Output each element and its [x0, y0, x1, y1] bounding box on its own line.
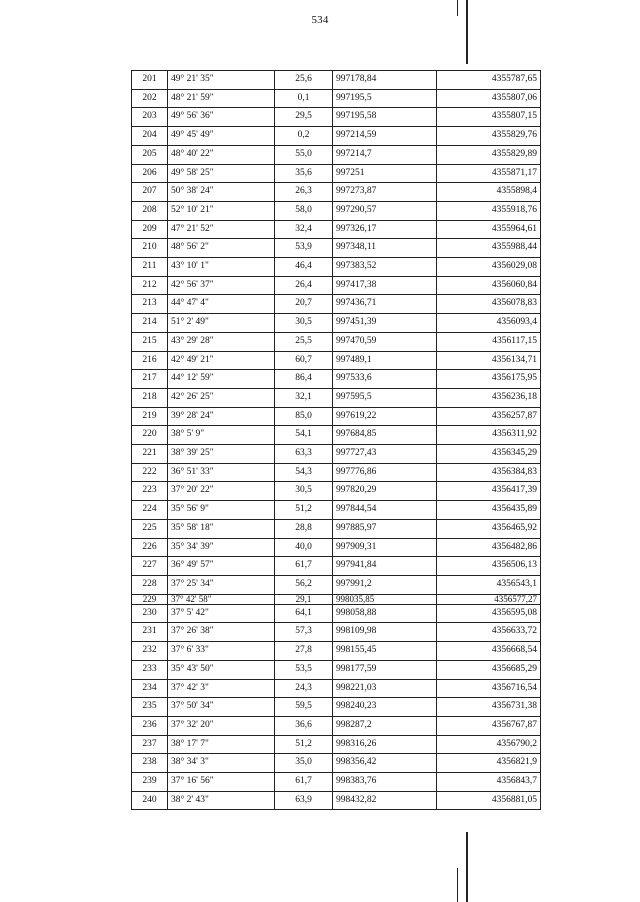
table-row — [132, 239, 541, 258]
point-number-cell: 208 — [132, 201, 168, 220]
direction-angle-cell: 42° 26' 25" — [168, 388, 275, 407]
direction-angle-cell: 37° 42' 58" — [168, 594, 275, 604]
distance-cell: 25,5 — [275, 332, 333, 351]
y-coordinate-cell: 4356029,08 — [437, 258, 541, 277]
direction-angle-cell: 37° 32' 20" — [168, 716, 275, 735]
x-coordinate-cell: 997844,54 — [333, 501, 437, 520]
distance-cell: 35,6 — [275, 164, 333, 183]
y-coordinate-cell: 4356543,1 — [437, 575, 541, 594]
distance-cell: 30,5 — [275, 314, 333, 333]
distance-cell: 0,1 — [275, 89, 333, 108]
y-coordinate-cell: 4355988,44 — [437, 239, 541, 258]
distance-cell: 32,1 — [275, 388, 333, 407]
x-coordinate-cell: 998035,85 — [333, 594, 437, 604]
distance-cell: 53,5 — [275, 660, 333, 679]
direction-angle-cell: 37° 25' 34" — [168, 575, 275, 594]
table-row — [132, 519, 541, 538]
table-row — [132, 276, 541, 295]
point-number-cell: 217 — [132, 370, 168, 389]
direction-angle-cell: 47° 21' 52" — [168, 220, 275, 239]
x-coordinate-cell: 998356,42 — [333, 754, 437, 773]
x-coordinate-cell: 997684,85 — [333, 426, 437, 445]
y-coordinate-cell: 4356435,89 — [437, 501, 541, 520]
x-coordinate-cell: 998383,76 — [333, 773, 437, 792]
table-row — [132, 642, 541, 661]
direction-angle-cell: 44° 12' 59" — [168, 370, 275, 389]
distance-cell: 53,9 — [275, 239, 333, 258]
distance-cell: 57,3 — [275, 623, 333, 642]
point-number-cell: 229 — [132, 594, 168, 604]
table-row — [132, 71, 541, 90]
x-coordinate-cell: 997489,1 — [333, 351, 437, 370]
distance-cell: 54,3 — [275, 463, 333, 482]
y-coordinate-cell: 4356384,83 — [437, 463, 541, 482]
distance-cell: 25,6 — [275, 71, 333, 90]
distance-cell: 86,4 — [275, 370, 333, 389]
table-row — [132, 679, 541, 698]
x-coordinate-cell: 997195,5 — [333, 89, 437, 108]
direction-angle-cell: 42° 49' 21" — [168, 351, 275, 370]
table-row — [132, 698, 541, 717]
distance-cell: 35,0 — [275, 754, 333, 773]
x-coordinate-cell: 998221,03 — [333, 679, 437, 698]
y-coordinate-cell: 4356881,05 — [437, 791, 541, 810]
y-coordinate-cell: 4355787,65 — [437, 71, 541, 90]
direction-angle-cell: 44° 47' 4" — [168, 295, 275, 314]
point-number-cell: 235 — [132, 698, 168, 717]
point-number-cell: 234 — [132, 679, 168, 698]
y-coordinate-cell: 4356117,15 — [437, 332, 541, 351]
table-row — [132, 501, 541, 520]
direction-angle-cell: 35° 43' 50" — [168, 660, 275, 679]
table-row — [132, 89, 541, 108]
x-coordinate-cell: 998287,2 — [333, 716, 437, 735]
y-coordinate-cell: 4356465,92 — [437, 519, 541, 538]
distance-cell: 58,0 — [275, 201, 333, 220]
y-coordinate-cell: 4356767,87 — [437, 716, 541, 735]
direction-angle-cell: 48° 56' 2" — [168, 239, 275, 258]
table-row — [132, 557, 541, 576]
direction-angle-cell: 52° 10' 21" — [168, 201, 275, 220]
scan-margin-mark — [466, 832, 468, 902]
direction-angle-cell: 37° 26' 38" — [168, 623, 275, 642]
x-coordinate-cell: 997436,71 — [333, 295, 437, 314]
point-number-cell: 236 — [132, 716, 168, 735]
point-number-cell: 225 — [132, 519, 168, 538]
point-number-cell: 204 — [132, 127, 168, 146]
point-number-cell: 239 — [132, 773, 168, 792]
y-coordinate-cell: 4356236,18 — [437, 388, 541, 407]
table-row — [132, 183, 541, 202]
point-number-cell: 222 — [132, 463, 168, 482]
y-coordinate-cell: 4356482,86 — [437, 538, 541, 557]
direction-angle-cell: 38° 34' 3" — [168, 754, 275, 773]
distance-cell: 61,7 — [275, 557, 333, 576]
y-coordinate-cell: 4356093,4 — [437, 314, 541, 333]
distance-cell: 85,0 — [275, 407, 333, 426]
x-coordinate-cell: 997273,87 — [333, 183, 437, 202]
point-number-cell: 240 — [132, 791, 168, 810]
distance-cell: 56,2 — [275, 575, 333, 594]
direction-angle-cell: 37° 42' 3" — [168, 679, 275, 698]
point-number-cell: 213 — [132, 295, 168, 314]
point-number-cell: 223 — [132, 482, 168, 501]
y-coordinate-cell: 4356311,92 — [437, 426, 541, 445]
point-number-cell: 220 — [132, 426, 168, 445]
table-row — [132, 426, 541, 445]
x-coordinate-cell: 998177,59 — [333, 660, 437, 679]
distance-cell: 28,8 — [275, 519, 333, 538]
x-coordinate-cell: 997290,57 — [333, 201, 437, 220]
direction-angle-cell: 42° 56' 37" — [168, 276, 275, 295]
table-row — [132, 594, 541, 604]
point-number-cell: 221 — [132, 445, 168, 464]
distance-cell: 51,2 — [275, 501, 333, 520]
point-number-cell: 227 — [132, 557, 168, 576]
direction-angle-cell: 37° 50' 34" — [168, 698, 275, 717]
y-coordinate-cell: 4356417,39 — [437, 482, 541, 501]
direction-angle-cell: 49° 45' 49" — [168, 127, 275, 146]
y-coordinate-cell: 4356577,27 — [437, 594, 541, 604]
point-number-cell: 206 — [132, 164, 168, 183]
x-coordinate-cell: 998109,98 — [333, 623, 437, 642]
point-number-cell: 201 — [132, 71, 168, 90]
y-coordinate-cell: 4356821,9 — [437, 754, 541, 773]
table-row — [132, 351, 541, 370]
y-coordinate-cell: 4355807,15 — [437, 108, 541, 127]
y-coordinate-cell: 4356595,08 — [437, 604, 541, 623]
y-coordinate-cell: 4356668,54 — [437, 642, 541, 661]
point-number-cell: 237 — [132, 735, 168, 754]
distance-cell: 30,5 — [275, 482, 333, 501]
y-coordinate-cell: 4355807,06 — [437, 89, 541, 108]
scan-margin-mark — [466, 0, 468, 64]
distance-cell: 55,0 — [275, 145, 333, 164]
direction-angle-cell: 43° 29' 28" — [168, 332, 275, 351]
table-row — [132, 773, 541, 792]
direction-angle-cell: 38° 39' 25" — [168, 445, 275, 464]
x-coordinate-cell: 997178,84 — [333, 71, 437, 90]
table-body — [132, 71, 541, 810]
distance-cell: 24,3 — [275, 679, 333, 698]
x-coordinate-cell: 997727,43 — [333, 445, 437, 464]
y-coordinate-cell: 4356345,29 — [437, 445, 541, 464]
distance-cell: 46,4 — [275, 258, 333, 277]
direction-angle-cell: 38° 2' 43" — [168, 791, 275, 810]
distance-cell: 40,0 — [275, 538, 333, 557]
x-coordinate-cell: 997991,2 — [333, 575, 437, 594]
direction-angle-cell: 38° 17' 7" — [168, 735, 275, 754]
table-row — [132, 407, 541, 426]
table-row — [132, 220, 541, 239]
point-number-cell: 230 — [132, 604, 168, 623]
y-coordinate-cell: 4355829,76 — [437, 127, 541, 146]
distance-cell: 61,7 — [275, 773, 333, 792]
x-coordinate-cell: 997820,29 — [333, 482, 437, 501]
point-number-cell: 232 — [132, 642, 168, 661]
distance-cell: 36,6 — [275, 716, 333, 735]
y-coordinate-cell: 4356060,84 — [437, 276, 541, 295]
coordinates-table — [131, 70, 541, 810]
point-number-cell: 224 — [132, 501, 168, 520]
point-number-cell: 228 — [132, 575, 168, 594]
point-number-cell: 212 — [132, 276, 168, 295]
x-coordinate-cell: 997451,39 — [333, 314, 437, 333]
distance-cell: 32,4 — [275, 220, 333, 239]
point-number-cell: 209 — [132, 220, 168, 239]
direction-angle-cell: 39° 28' 24" — [168, 407, 275, 426]
table-row — [132, 314, 541, 333]
x-coordinate-cell: 997619,22 — [333, 407, 437, 426]
y-coordinate-cell: 4355829,89 — [437, 145, 541, 164]
y-coordinate-cell: 4356134,71 — [437, 351, 541, 370]
table-row — [132, 295, 541, 314]
table-row — [132, 660, 541, 679]
direction-angle-cell: 37° 6' 33" — [168, 642, 275, 661]
x-coordinate-cell: 997348,11 — [333, 239, 437, 258]
y-coordinate-cell: 4356716,54 — [437, 679, 541, 698]
table-row — [132, 575, 541, 594]
x-coordinate-cell: 997214,7 — [333, 145, 437, 164]
y-coordinate-cell: 4356257,87 — [437, 407, 541, 426]
direction-angle-cell: 50° 38' 24" — [168, 183, 275, 202]
x-coordinate-cell: 997195,58 — [333, 108, 437, 127]
x-coordinate-cell: 997909,31 — [333, 538, 437, 557]
y-coordinate-cell: 4355964,61 — [437, 220, 541, 239]
y-coordinate-cell: 4355898,4 — [437, 183, 541, 202]
point-number-cell: 216 — [132, 351, 168, 370]
direction-angle-cell: 43° 10' 1" — [168, 258, 275, 277]
direction-angle-cell: 51° 2' 49" — [168, 314, 275, 333]
y-coordinate-cell: 4356843,7 — [437, 773, 541, 792]
distance-cell: 26,4 — [275, 276, 333, 295]
table-row — [132, 735, 541, 754]
x-coordinate-cell: 997383,52 — [333, 258, 437, 277]
point-number-cell: 215 — [132, 332, 168, 351]
x-coordinate-cell: 997885,97 — [333, 519, 437, 538]
point-number-cell: 202 — [132, 89, 168, 108]
direction-angle-cell: 49° 21' 35" — [168, 71, 275, 90]
distance-cell: 63,3 — [275, 445, 333, 464]
table-row — [132, 108, 541, 127]
distance-cell: 59,5 — [275, 698, 333, 717]
x-coordinate-cell: 997417,38 — [333, 276, 437, 295]
distance-cell: 27,8 — [275, 642, 333, 661]
point-number-cell: 211 — [132, 258, 168, 277]
table-row — [132, 258, 541, 277]
distance-cell: 64,1 — [275, 604, 333, 623]
y-coordinate-cell: 4356790,2 — [437, 735, 541, 754]
distance-cell: 20,7 — [275, 295, 333, 314]
distance-cell: 63,9 — [275, 791, 333, 810]
table-row — [132, 791, 541, 810]
direction-angle-cell: 36° 51' 33" — [168, 463, 275, 482]
table-row — [132, 445, 541, 464]
distance-cell: 54,1 — [275, 426, 333, 445]
x-coordinate-cell: 998432,82 — [333, 791, 437, 810]
distance-cell: 29,1 — [275, 594, 333, 604]
point-number-cell: 203 — [132, 108, 168, 127]
point-number-cell: 238 — [132, 754, 168, 773]
y-coordinate-cell: 4356685,29 — [437, 660, 541, 679]
direction-angle-cell: 36° 49' 57" — [168, 557, 275, 576]
distance-cell: 0,2 — [275, 127, 333, 146]
point-number-cell: 205 — [132, 145, 168, 164]
x-coordinate-cell: 997533,6 — [333, 370, 437, 389]
point-number-cell: 226 — [132, 538, 168, 557]
x-coordinate-cell: 997941,84 — [333, 557, 437, 576]
table-row — [132, 623, 541, 642]
direction-angle-cell: 38° 5' 9" — [168, 426, 275, 445]
table-row — [132, 164, 541, 183]
page-number: 534 — [311, 14, 329, 26]
direction-angle-cell: 48° 21' 59" — [168, 89, 275, 108]
x-coordinate-cell: 998155,45 — [333, 642, 437, 661]
x-coordinate-cell: 998240,23 — [333, 698, 437, 717]
distance-cell: 29,5 — [275, 108, 333, 127]
table-row — [132, 716, 541, 735]
direction-angle-cell: 35° 34' 39" — [168, 538, 275, 557]
y-coordinate-cell: 4355918,76 — [437, 201, 541, 220]
scan-margin-mark — [457, 868, 458, 902]
y-coordinate-cell: 4356078,83 — [437, 295, 541, 314]
point-number-cell: 219 — [132, 407, 168, 426]
point-number-cell: 231 — [132, 623, 168, 642]
x-coordinate-cell: 997214,59 — [333, 127, 437, 146]
table-row — [132, 145, 541, 164]
table-row — [132, 388, 541, 407]
point-number-cell: 214 — [132, 314, 168, 333]
y-coordinate-cell: 4355871,17 — [437, 164, 541, 183]
direction-angle-cell: 49° 58' 25" — [168, 164, 275, 183]
table-row — [132, 201, 541, 220]
direction-angle-cell: 37° 20' 22" — [168, 482, 275, 501]
x-coordinate-cell: 997251 — [333, 164, 437, 183]
distance-cell: 51,2 — [275, 735, 333, 754]
point-number-cell: 233 — [132, 660, 168, 679]
y-coordinate-cell: 4356175,95 — [437, 370, 541, 389]
direction-angle-cell: 48° 40' 22" — [168, 145, 275, 164]
table-row — [132, 463, 541, 482]
table-row — [132, 482, 541, 501]
direction-angle-cell: 49° 56' 36" — [168, 108, 275, 127]
table-row — [132, 127, 541, 146]
table-row — [132, 538, 541, 557]
y-coordinate-cell: 4356731,38 — [437, 698, 541, 717]
distance-cell: 26,3 — [275, 183, 333, 202]
x-coordinate-cell: 998316,26 — [333, 735, 437, 754]
point-number-cell: 210 — [132, 239, 168, 258]
point-number-cell: 218 — [132, 388, 168, 407]
y-coordinate-cell: 4356506,13 — [437, 557, 541, 576]
x-coordinate-cell: 997470,59 — [333, 332, 437, 351]
direction-angle-cell: 35° 58' 18" — [168, 519, 275, 538]
table-row — [132, 604, 541, 623]
direction-angle-cell: 37° 5' 42" — [168, 604, 275, 623]
direction-angle-cell: 37° 16' 56" — [168, 773, 275, 792]
table-row — [132, 370, 541, 389]
x-coordinate-cell: 997326,17 — [333, 220, 437, 239]
table-row — [132, 332, 541, 351]
x-coordinate-cell: 997776,86 — [333, 463, 437, 482]
x-coordinate-cell: 997595,5 — [333, 388, 437, 407]
y-coordinate-cell: 4356633,72 — [437, 623, 541, 642]
point-number-cell: 207 — [132, 183, 168, 202]
x-coordinate-cell: 998058,88 — [333, 604, 437, 623]
distance-cell: 60,7 — [275, 351, 333, 370]
table-row — [132, 754, 541, 773]
direction-angle-cell: 35° 56' 9" — [168, 501, 275, 520]
